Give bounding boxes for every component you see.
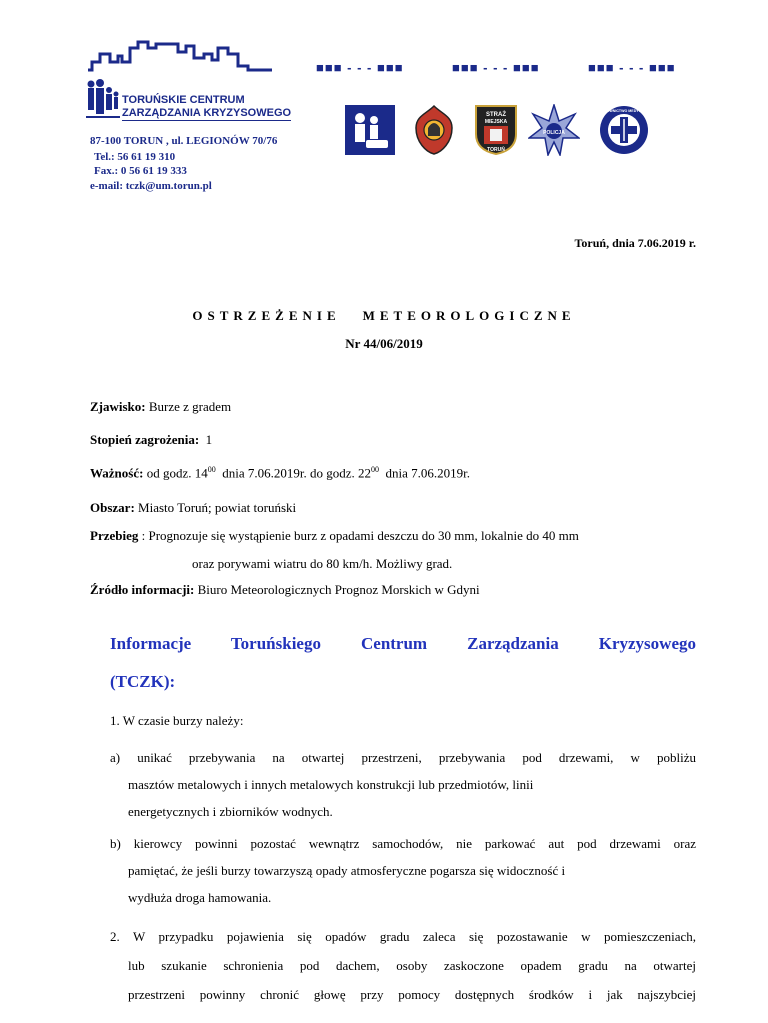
item-1a-line-1: a) unikać przebywania na otwartej przestrzeni, przebywania pod drzewami, w pobliżu: [110, 750, 696, 765]
municipal-guard-emblem-icon: [470, 104, 522, 156]
threat-level-label: Stopień zagrożenia:: [90, 432, 200, 447]
item-2-line-2: lub szukanie schronienia pod dachem, osoby zaskoczone opadem gradu na otwartej: [128, 958, 696, 973]
item-1a-line-3: energetycznych i zbiorników wodnych.: [128, 804, 333, 819]
item-1b-line-3: wydłuża droga hamowania.: [128, 890, 272, 905]
separator-2: ■■■ - - - ■■■: [452, 60, 540, 75]
item-1b-line-2: pamiętać, że jeśli burzy towarzyszą opady atmosferyczne pogarsza się widoczność i: [128, 863, 566, 878]
phenomenon-value: Burze z gradem: [148, 399, 232, 414]
org-name-line1: TORUŃSKIE CENTRUM: [122, 94, 245, 106]
title-word-1: OSTRZEŻENIE: [192, 308, 341, 323]
threat-level-value: 1: [205, 432, 213, 447]
area-label: Obszar:: [90, 500, 135, 515]
item-1-intro: 1. W czasie burzy należy:: [110, 713, 244, 728]
police-text: POLICJA: [543, 130, 565, 136]
info-heading-line-2: (TCZK):: [110, 672, 176, 691]
threat-level-row: [90, 432, 212, 448]
course-line-1: Prognozuje się wystąpienie burz z opadami deszczu do 30 mm, lokalnie do 40 mm: [148, 528, 579, 543]
org-name: [122, 94, 291, 121]
item-1b-line-1: b) kierowcy powinni pozostać wewnątrz samochodów, nie parkować aut pod drzewami oraz: [110, 836, 696, 851]
guard-text-mid: MIEJSKA: [484, 119, 508, 125]
medical-text: RATOWNICTWO MEDYCZNE: [599, 109, 649, 113]
document-date: Toruń, dnia 7.06.2019 r.: [574, 236, 696, 250]
source-row: [90, 582, 480, 598]
separator-3: ■■■ - - - ■■■: [588, 60, 676, 75]
fax: Fax.: 0 56 61 19 333: [94, 165, 187, 177]
course-separator: :: [141, 528, 146, 543]
title-word-2: METEOROLOGICZNE: [362, 308, 576, 323]
validity-start-minutes: 00: [207, 465, 216, 474]
medical-rescue-emblem-icon: [598, 104, 650, 156]
item-2: [110, 922, 696, 1009]
document-number: Nr 44/06/2019: [345, 336, 423, 351]
phone: Tel.: 56 61 19 310: [94, 151, 176, 163]
validity-end-minutes: 00: [371, 465, 379, 474]
family-assistance-icon: [344, 104, 396, 156]
fire-brigade-emblem-icon: [408, 104, 460, 156]
org-name-line2: ZARZĄDZANIA KRYZYSOWEGO: [122, 107, 292, 119]
item-2-line-3: przestrzeni powinny chronić głowę przy pomocy dostępnych środków i jak najszybciej: [128, 987, 696, 1002]
item-1a-line-2: masztów metalowych i innych metalowych konstrukcji lub przedmiotów, linii: [128, 777, 534, 792]
item-1b: [110, 830, 696, 911]
area-value: Miasto Toruń; powiat toruński: [138, 500, 297, 515]
email: e-mail: tczk@um.torun.pl: [90, 180, 212, 192]
phenomenon-label: Zjawisko:: [90, 399, 146, 414]
item-2-line-1: 2. W przypadku pojawienia się opadów gradu zaleca się pozostawanie w pomieszczeniach,: [110, 929, 696, 944]
source-value: Biuro Meteorologicznych Prognoz Morskich w Gdyni: [197, 582, 480, 597]
info-heading-line-1: Informacje Toruńskiego Centrum Zarządzania Kryzysowego: [110, 634, 696, 653]
course-row: [90, 528, 579, 544]
document-title: [0, 308, 768, 324]
police-star-emblem-icon: [528, 104, 580, 156]
course-label: Przebieg: [90, 528, 139, 543]
guard-text-top: STRAŻ: [486, 112, 506, 118]
address: 87-100 TORUN , ul. LEGIONÓW 70/76: [90, 135, 278, 147]
validity-end-date: dnia 7.06.2019r.: [385, 465, 470, 481]
area-row: [90, 500, 296, 516]
guard-text-city: TORUŃ: [487, 147, 505, 153]
validity-end: dnia 7.06.2019r. do godz. 22: [222, 465, 371, 481]
item-1a: [110, 744, 696, 825]
validity-label: Ważność:: [90, 465, 144, 481]
validity-row: [90, 465, 470, 481]
validity-start: od godz. 14: [146, 465, 208, 481]
course-line-2: oraz porywami wiatru do 80 km/h. Możliwy grad.: [192, 556, 453, 571]
source-label: Źródło informacji:: [90, 582, 195, 597]
family-silhouette-icon: [86, 78, 120, 118]
phenomenon-row: [90, 399, 231, 415]
separator-1: ■■■ - - - ■■■: [316, 60, 404, 75]
